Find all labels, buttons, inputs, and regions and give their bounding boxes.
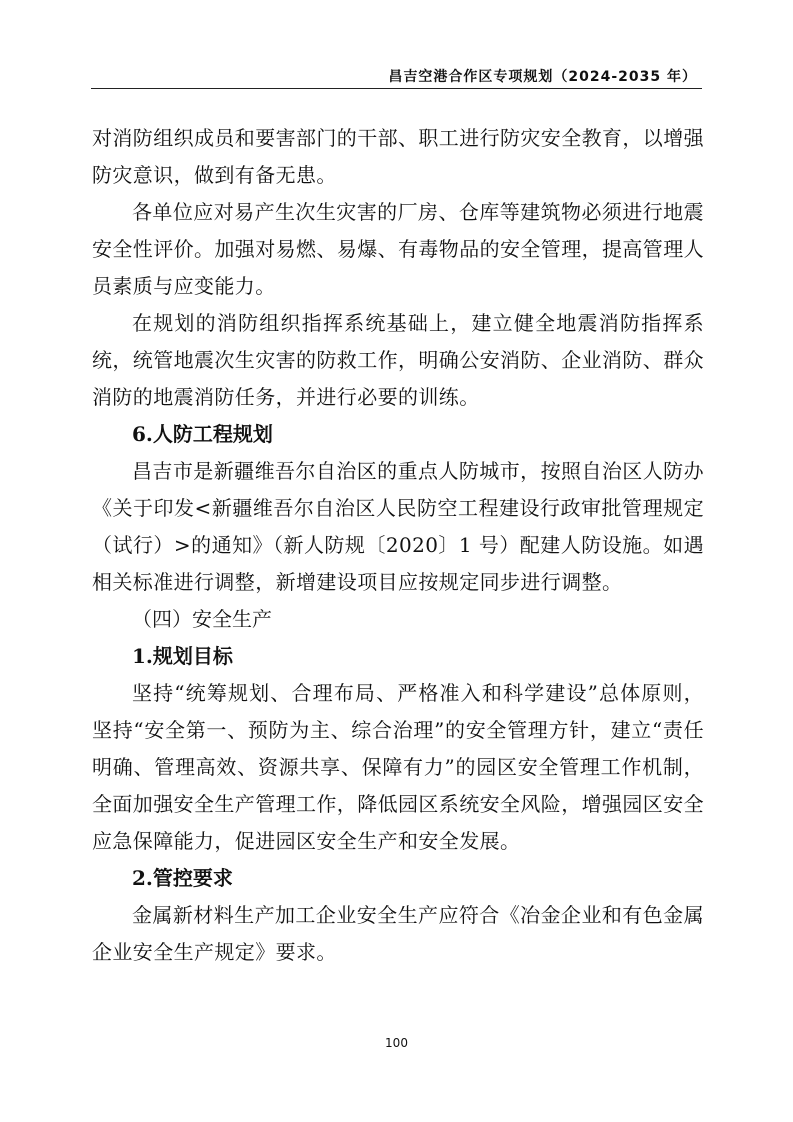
paragraph-civil-defense: 昌吉市是新疆维吾尔自治区的重点人防城市，按照自治区人防办《关于印发<新疆维吾尔自治区人民防空工程建设行政审批管理规定（试行）>的通知》（新人防规〔2020〕1 号）配建人防设施。如遇相关标准进行调整，新增建设项目应按规定同步进行调整。 <box>92 459 704 594</box>
heading-control-requirements: 2.管控要求 <box>132 866 233 890</box>
header-divider <box>91 88 702 89</box>
paragraph-planning-goals: 坚持“统筹规划、合理布局、严格准入和科学建设”总体原则，坚持“安全第一、预防为主、综合治理”的安全管理方针，建立“责任明确、管理高效、资源共享、保障有力”的园区安全管理工作机制，全面加强安全生产管理工作，降低园区系统安全风险，增强园区安全应急保障能力，促进园区安全生产和安全发展。 <box>92 681 704 853</box>
document-body <box>92 120 704 971</box>
header-title: 昌吉空港合作区专项规划（2024-2035 年） <box>388 69 697 85</box>
paragraph-fire-command-system: 在规划的消防组织指挥系统基础上，建立健全地震消防指挥系统，统管地震次生灾害的防救工作，明确公安消防、企业消防、群众消防的地震消防任务，并进行必要的训练。 <box>92 311 704 409</box>
section-title-safety-production: （四）安全生产 <box>132 607 272 631</box>
heading-planning-goals: 1.规划目标 <box>132 644 233 668</box>
paragraph-fire-education: 对消防组织成员和要害部门的干部、职工进行防灾安全教育，以增强防灾意识，做到有备无患。 <box>92 126 704 187</box>
heading-civil-defense: 6.人防工程规划 <box>132 422 273 446</box>
paragraph-seismic-evaluation: 各单位应对易产生次生灾害的厂房、仓库等建筑物必须进行地震安全性评价。加强对易燃、易爆、有毒物品的安全管理，提高管理人员素质与应变能力。 <box>92 200 704 298</box>
page-number: 100 <box>385 1036 408 1050</box>
paragraph-control-requirements: 金属新材料生产加工企业安全生产应符合《冶金企业和有色金属企业安全生产规定》要求。 <box>92 903 704 964</box>
